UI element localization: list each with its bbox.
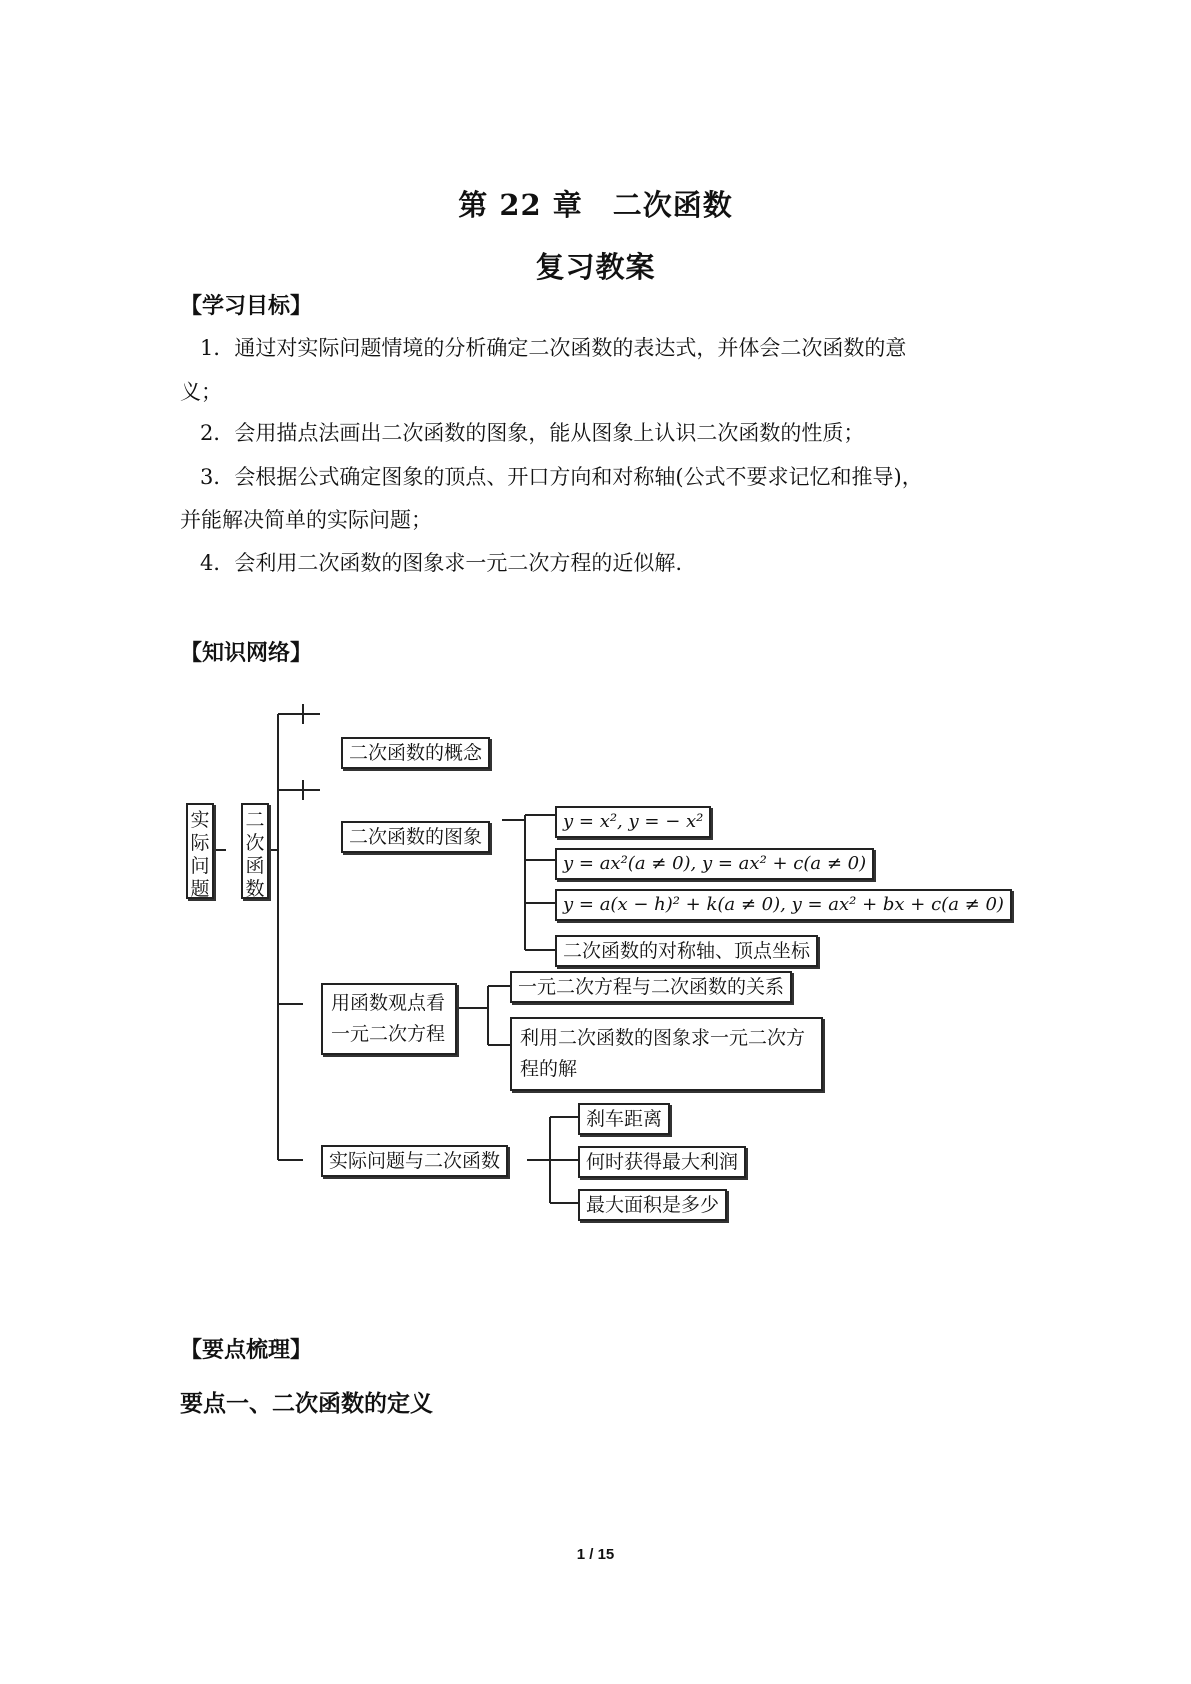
objective-3-line-1: 3．会根据公式确定图象的顶点、开口方向和对称轴(公式不要求记忆和推导)， [200,465,923,489]
box-graph-ax2-forms: y = ax²(a ≠ 0), y = ax² + c(a ≠ 0) [555,848,874,880]
box-graph-axis-vertex: 二次函数的对称轴、顶点坐标 [555,935,818,967]
box-practical: 实际问题与二次函数 [321,1145,508,1177]
root-box-real-problem: 实 际 问 题 [186,803,214,899]
page-subtitle: 复习教案 [535,250,656,284]
objective-3-line-2: 并能解决简单的实际问题； [180,508,432,532]
objective-2: 2．会用描点法画出二次函数的图象，能从图象上认识二次函数的性质； [200,421,865,445]
box-graph: 二次函数的图象 [341,821,490,853]
box-braking-distance: 刹车距离 [578,1103,670,1135]
box-concept: 二次函数的概念 [341,737,490,769]
objective-1-line-1: 1．通过对实际问题情境的分析确定二次函数的表达式，并体会二次函数的意 [200,336,907,360]
box-graph-basic-forms: y = x², y = − x² [555,806,711,838]
box-max-area: 最大面积是多少 [578,1189,727,1221]
network-heading: 【知识网络】 [180,640,313,666]
box-equation-view [321,983,457,1055]
page-title: 第 22 章 二次函数 [458,188,733,222]
keypoint-1-heading: 要点一、二次函数的定义 [180,1390,433,1417]
box-equation-view-line-1: 用函数观点看 [331,992,446,1014]
box-equation-view-line-2: 一元二次方程 [331,1023,446,1045]
objective-4: 4．会利用二次函数的图象求一元二次方程的近似解. [200,551,683,575]
box-max-profit: 何时获得最大利润 [578,1146,746,1178]
box-graph-vertex-general-forms: y = a(x − h)² + k(a ≠ 0), y = ax² + bx + c(a ≠ 0) [555,889,1012,921]
topic-box-quadratic-function: 二 次 函 数 [241,803,269,899]
box-equation-relation: 一元二次方程与二次函数的关系 [510,971,792,1003]
keypoints-heading: 【要点梳理】 [180,1337,313,1363]
box-equation-solve-by-graph: 利用二次函数的图象求一元二次方程的解 [510,1017,823,1091]
page-number: 1 / 15 [576,1546,615,1563]
objectives-heading: 【学习目标】 [180,293,313,319]
objective-1-line-2: 义； [180,380,222,404]
